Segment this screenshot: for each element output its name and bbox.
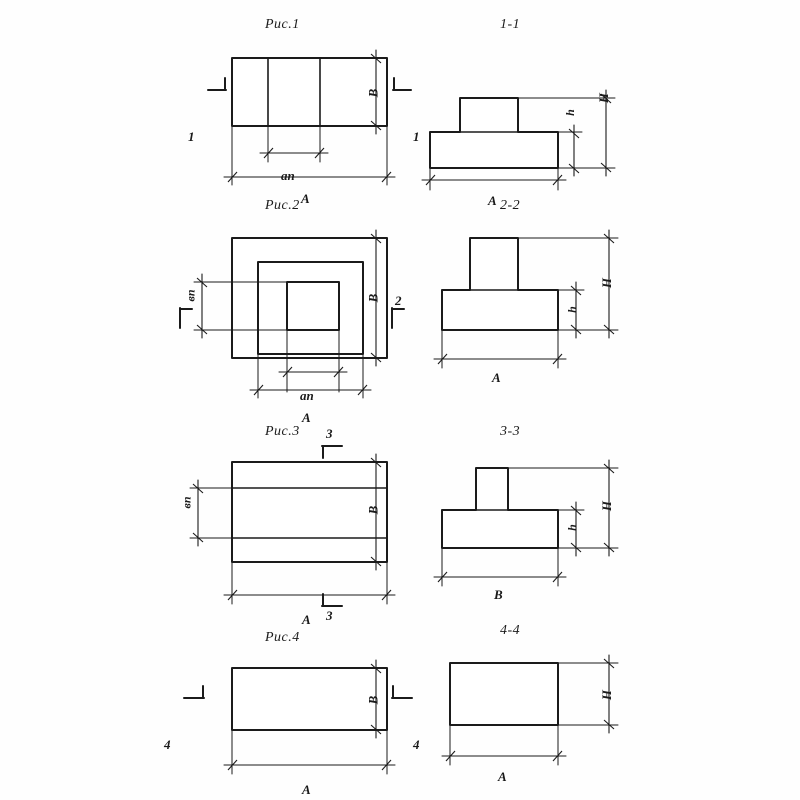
dim-label-fig1-section-h: H [596,92,612,104]
dim-label-fig4-section-a: A [498,769,507,784]
dim-label-fig3-plan-vn: вп [179,496,194,509]
dim-label-fig4-section-h: H [599,689,615,701]
dim-label-fig3-section-b: B [494,587,503,602]
figure-fig4-section [400,645,650,784]
dim-label-fig1-plan-a: A [301,191,310,206]
dim-label-fig1-plan-b: B [365,88,381,98]
section-mark-fig3-top: 3 [326,426,333,441]
section-mark-fig4-left: 4 [164,737,171,752]
figure-caption-fig2-plan: Рис.2 [265,198,300,213]
dim-label-fig3-plan-b: B [365,505,381,515]
dim-label-fig2-section-a: A [492,370,501,385]
figure-fig2-section [400,220,650,400]
dim-label-fig1-plan-an: ап [281,168,295,183]
figure-caption-fig3-section: 3-3 [500,424,521,439]
dim-label-fig3-plan-a: A [302,612,311,627]
dim-label-fig4-plan-b: B [365,695,381,705]
dim-label-fig3-section-h: H [599,500,615,512]
figure-caption-fig1-plan: Рис.1 [265,17,300,32]
dim-label-fig1-section-a: A [488,193,497,208]
figure-caption-fig4-plan: Рис.4 [265,630,300,645]
figure-fig3-section [400,448,650,608]
figure-caption-fig3-plan: Рис.3 [265,424,300,439]
dim-label-fig3-section-h-small: h [564,524,579,531]
dim-label-fig2-plan-an: ап [300,388,314,403]
figure-caption-fig2-section: 2-2 [500,198,521,213]
section-mark-fig3-bottom: 3 [326,608,333,623]
dim-label-fig2-section-h-small: h [564,306,579,313]
dim-label-fig2-plan-vn: вп [183,289,198,302]
dim-label-fig2-plan-a: A [302,410,311,425]
section-mark-fig1-right: 1 [413,129,420,144]
dim-label-fig4-plan-a: A [302,782,311,797]
figure-caption-fig1-section: 1-1 [500,17,521,32]
dim-label-fig1-section-h-small: h [562,109,577,116]
dim-label-fig2-section-h: H [599,277,615,289]
figure-fig2-plan [160,220,410,425]
figure-fig4-plan [160,650,420,797]
dim-label-fig2-plan-b: B [365,293,381,303]
section-mark-fig1-left: 1 [188,129,195,144]
figure-caption-fig4-section: 4-4 [500,623,521,638]
section-mark-fig2-right: 2 [395,293,402,308]
section-mark-fig4-right: 4 [413,737,420,752]
